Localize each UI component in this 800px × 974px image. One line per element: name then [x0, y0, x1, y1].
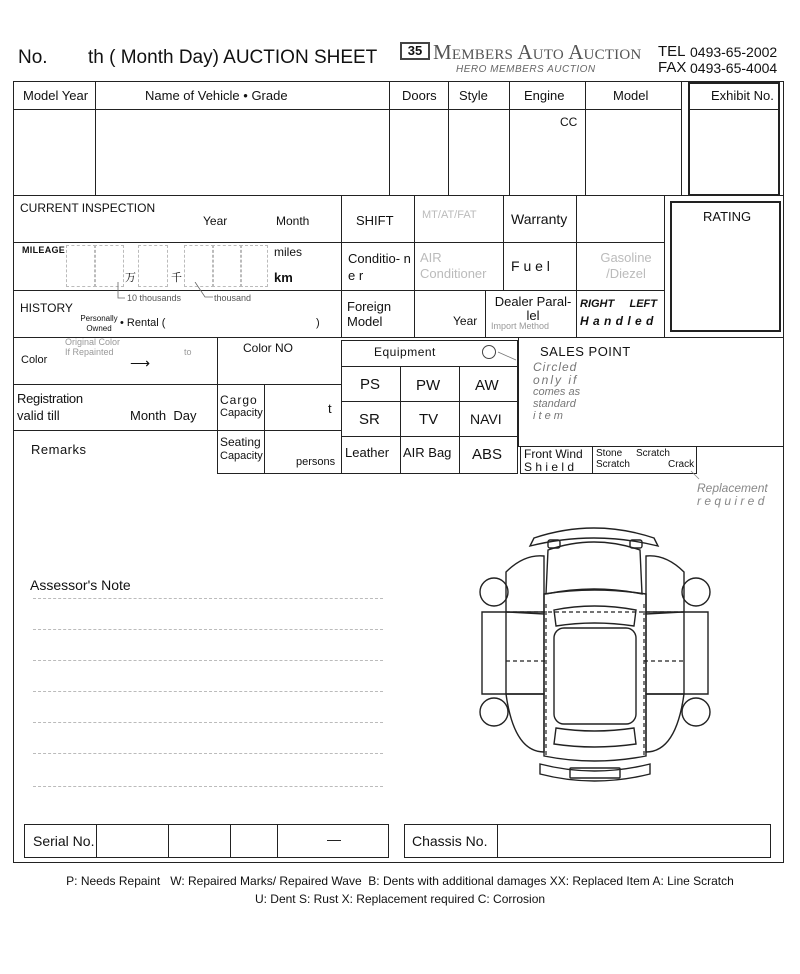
note-line	[33, 598, 383, 599]
only-if-note: only if	[533, 373, 579, 387]
equip-airbag: AIR Bag	[403, 445, 452, 460]
reg-month-day-label: Month Day	[130, 408, 197, 423]
handled-label: H a n d l e d	[580, 314, 654, 328]
mileage-label: MILEAGE	[22, 245, 66, 255]
gasoline-diesel-label	[590, 250, 662, 282]
note-line	[33, 753, 383, 754]
equip-sr: SR	[359, 411, 380, 428]
crack-label: Crack	[668, 459, 695, 470]
equip-aw: AW	[475, 377, 499, 394]
auction-sheet-title: th ( Month Day) AUCTION SHEET	[88, 47, 378, 68]
personally-owned-text: Personally Owned	[80, 314, 118, 333]
warranty-label: Warranty	[511, 211, 568, 227]
ten-thousands-label: 10 thousands	[127, 293, 182, 303]
equip-ps: PS	[360, 376, 381, 393]
tel-label: TEL	[658, 43, 686, 60]
thousand-label: thousand	[214, 293, 252, 303]
color-no-label: Color NO	[243, 341, 294, 355]
cargo-label: Cargo	[220, 393, 258, 407]
equip-tv: TV	[419, 411, 439, 428]
shield-label: S h i e l d	[524, 460, 575, 474]
foreign-year-label: Year	[453, 314, 478, 328]
stone-label: Stone	[596, 448, 623, 459]
car-diagram	[474, 516, 716, 788]
inspection-year-label: Year	[203, 214, 228, 228]
fax-label: FAX	[658, 59, 687, 76]
valid-till-label: valid till	[17, 408, 60, 423]
comes-as-note: comes as	[533, 386, 581, 398]
scratch-label-2: Scratch	[596, 459, 630, 470]
shift-options: MT/AT/FAT	[422, 209, 477, 221]
foreign-model-label	[347, 299, 407, 329]
seating-capacity-label: Capacity	[220, 450, 263, 462]
conditioner-label	[348, 250, 414, 284]
logo-mark: 35	[407, 43, 423, 58]
note-line	[33, 722, 383, 723]
brand-name: Members Auto Auction	[433, 40, 642, 64]
mileage-digit-boxes	[66, 245, 268, 287]
color-label: Color	[21, 354, 48, 366]
front-wind-label: Front Wind	[524, 447, 583, 461]
chassis-no-label: Chassis No.	[412, 833, 488, 849]
conditioner-text: Conditio- n e r	[348, 251, 411, 283]
personally-owned-label	[74, 314, 124, 334]
equipment-title: Equipment	[374, 345, 436, 359]
note-line	[33, 629, 383, 630]
sales-point-label: SALES POINT	[540, 344, 631, 359]
inspection-month-label: Month	[276, 214, 310, 228]
rental-label: • Rental (	[120, 317, 166, 329]
no-label: No.	[18, 47, 48, 68]
legend-line-2: U: Dent S: Rust X: Replacement required C: Corrosion	[254, 892, 546, 906]
mileage-pointer-lines	[110, 282, 220, 302]
assessors-note-label: Assessor's Note	[30, 577, 131, 593]
fax-number: 0493-65-4004	[690, 60, 778, 76]
replacement-note: Replacement	[697, 481, 768, 495]
current-inspection-label: CURRENT INSPECTION	[20, 201, 156, 215]
air-conditioner-text: AIR Conditioner	[420, 250, 487, 281]
sen-label: 千	[171, 272, 182, 284]
if-repainted-label: If Repainted	[65, 347, 114, 357]
dealer-parallel-text: Dealer Paral- lel	[494, 294, 572, 323]
right-left-label: RIGHT LEFT	[580, 298, 657, 310]
standard-note: standard	[533, 398, 576, 410]
required-note: r e q u i r e d	[697, 494, 765, 508]
import-method-label: Import Method	[491, 321, 550, 331]
legend-line-1: P: Needs Repaint W: Repaired Marks/ Repaired Wave B: Dents with additional damages XX: Replaced Item A: Line Scratch	[66, 874, 734, 888]
circled-note: Circled	[533, 360, 578, 374]
exhibit-no-header: Exhibit No.	[711, 88, 774, 103]
cargo-t-label: t	[328, 401, 332, 416]
miles-label: miles	[274, 245, 303, 259]
history-label: HISTORY	[20, 301, 73, 315]
equip-abs: ABS	[472, 446, 503, 463]
equip-navi: NAVI	[470, 411, 502, 427]
fuel-label: F u e l	[511, 258, 550, 274]
to-label: to	[184, 347, 192, 357]
rental-close: )	[316, 317, 320, 329]
engine-header: Engine	[524, 88, 565, 103]
note-line	[33, 786, 383, 787]
cargo-capacity-label: Capacity	[220, 407, 263, 419]
seating-label: Seating	[220, 435, 261, 449]
air-conditioner-label	[420, 250, 502, 282]
style-header: Style	[459, 88, 488, 103]
remarks-label: Remarks	[31, 442, 87, 457]
vehicle-name-header: Name of Vehicle • Grade	[145, 88, 288, 103]
model-year-header: Model Year	[23, 88, 89, 103]
gasoline-diesel-text: Gasoline /Diezel	[600, 250, 652, 281]
tel-number: 0493-65-2002	[690, 44, 778, 60]
persons-label: persons	[296, 456, 336, 468]
circle-icon	[482, 345, 496, 359]
brand-subtitle: HERO MEMBERS AUCTION	[456, 64, 596, 75]
model-header: Model	[613, 88, 649, 103]
man-label: 万	[125, 272, 136, 284]
note-line	[33, 691, 383, 692]
item-note: i t e m	[533, 410, 563, 422]
dealer-parallel-label	[489, 295, 577, 323]
registration-label: Registration	[17, 391, 83, 406]
doors-header: Doors	[402, 88, 437, 103]
serial-dash: —	[327, 831, 341, 847]
serial-no-label: Serial No.	[33, 833, 95, 849]
scratch-label: Scratch	[636, 448, 670, 459]
cc-label: CC	[560, 115, 578, 129]
rating-label: RATING	[703, 209, 752, 224]
km-label: km	[274, 270, 293, 285]
arrow-icon: ⟶	[130, 355, 151, 371]
note-line	[33, 660, 383, 661]
equip-pw: PW	[416, 377, 441, 394]
equip-leather: Leather	[345, 445, 390, 460]
brand-logo	[400, 42, 430, 60]
original-color-label: Original Color	[65, 337, 121, 347]
shift-label: SHIFT	[356, 213, 394, 228]
foreign-model-text: Foreign Model	[347, 299, 392, 329]
